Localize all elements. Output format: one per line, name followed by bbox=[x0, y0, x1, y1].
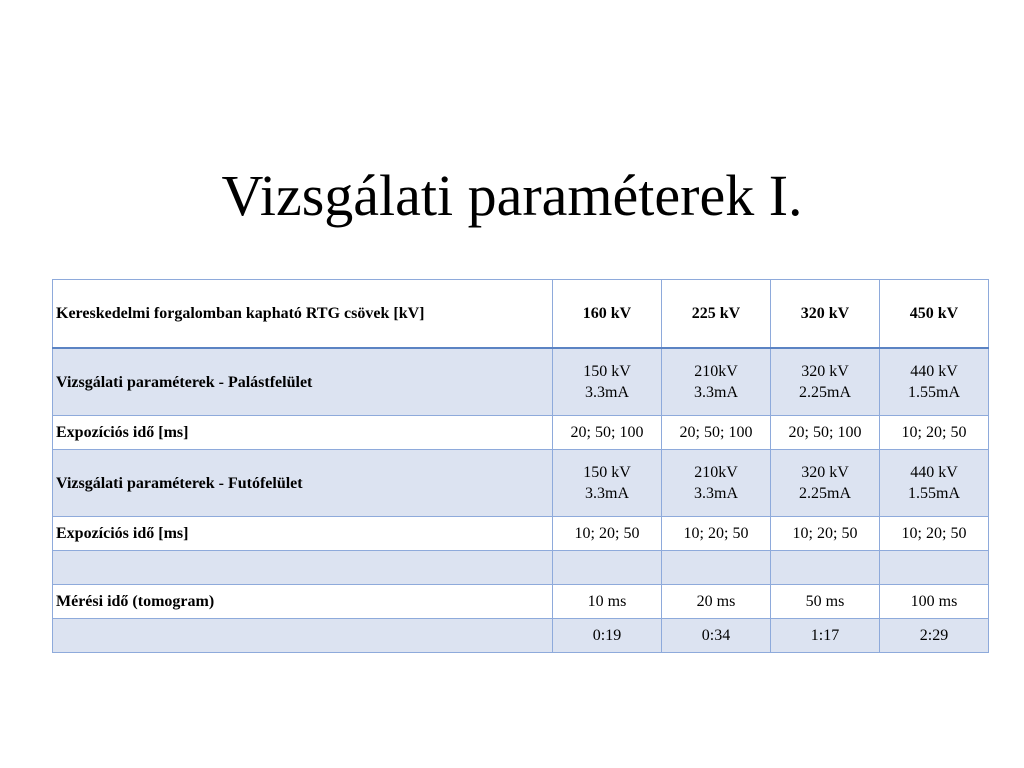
cell-current: 3.3mA bbox=[585, 384, 629, 401]
table-row-empty bbox=[53, 551, 989, 585]
cell-current: 2.25mA bbox=[799, 384, 851, 401]
cell-current: 2.25mA bbox=[799, 485, 851, 502]
header-cell: 320 kV bbox=[771, 280, 880, 349]
table-row bbox=[53, 348, 989, 416]
row-label: Expozíciós idő [ms] bbox=[53, 416, 553, 450]
header-cell: 450 kV bbox=[880, 280, 989, 349]
header-cell: 160 kV bbox=[553, 280, 662, 349]
table-cell: 100 ms bbox=[880, 585, 989, 619]
table-cell bbox=[553, 450, 662, 517]
table-cell: 20; 50; 100 bbox=[553, 416, 662, 450]
table-cell: 10; 20; 50 bbox=[771, 517, 880, 551]
table-cell: 20 ms bbox=[662, 585, 771, 619]
cell-voltage: 440 kV bbox=[910, 363, 958, 380]
row-label bbox=[53, 551, 553, 585]
table-header-row bbox=[53, 280, 989, 349]
row-label: Vizsgálati paraméterek - Futófelület bbox=[53, 450, 553, 517]
table-cell: 50 ms bbox=[771, 585, 880, 619]
table-cell: 10; 20; 50 bbox=[880, 517, 989, 551]
table-cell bbox=[771, 551, 880, 585]
table-row bbox=[53, 585, 989, 619]
table-cell: 20; 50; 100 bbox=[771, 416, 880, 450]
table-cell: 10; 20; 50 bbox=[553, 517, 662, 551]
table-cell bbox=[880, 450, 989, 517]
table-row bbox=[53, 416, 989, 450]
row-label: Mérési idő (tomogram) bbox=[53, 585, 553, 619]
parameters-table bbox=[52, 279, 989, 653]
header-label: Kereskedelmi forgalomban kapható RTG csövek [kV] bbox=[53, 280, 553, 349]
table-row bbox=[53, 619, 989, 653]
table-cell bbox=[662, 348, 771, 416]
table-cell bbox=[771, 348, 880, 416]
table-cell: 0:34 bbox=[662, 619, 771, 653]
row-label: Vizsgálati paraméterek - Palástfelület bbox=[53, 348, 553, 416]
cell-current: 3.3mA bbox=[585, 485, 629, 502]
table-cell: 0:19 bbox=[553, 619, 662, 653]
row-label bbox=[53, 619, 553, 653]
cell-voltage: 210kV bbox=[694, 363, 738, 380]
row-label: Expozíciós idő [ms] bbox=[53, 517, 553, 551]
table-row bbox=[53, 517, 989, 551]
table-cell bbox=[880, 348, 989, 416]
cell-voltage: 440 kV bbox=[910, 464, 958, 481]
table-row bbox=[53, 450, 989, 517]
cell-current: 1.55mA bbox=[908, 485, 960, 502]
cell-voltage: 320 kV bbox=[801, 363, 849, 380]
cell-current: 3.3mA bbox=[694, 485, 738, 502]
cell-voltage: 150 kV bbox=[583, 363, 631, 380]
cell-voltage: 210kV bbox=[694, 464, 738, 481]
table-cell: 2:29 bbox=[880, 619, 989, 653]
cell-voltage: 320 kV bbox=[801, 464, 849, 481]
table-cell bbox=[662, 551, 771, 585]
table-cell: 10; 20; 50 bbox=[880, 416, 989, 450]
table-cell bbox=[553, 551, 662, 585]
table-cell: 1:17 bbox=[771, 619, 880, 653]
cell-current: 3.3mA bbox=[694, 384, 738, 401]
table-cell: 10; 20; 50 bbox=[662, 517, 771, 551]
header-cell: 225 kV bbox=[662, 280, 771, 349]
table-cell: 20; 50; 100 bbox=[662, 416, 771, 450]
table-cell bbox=[553, 348, 662, 416]
table-cell bbox=[771, 450, 880, 517]
cell-current: 1.55mA bbox=[908, 384, 960, 401]
table-cell bbox=[662, 450, 771, 517]
table-cell bbox=[880, 551, 989, 585]
slide-title: Vizsgálati paraméterek I. bbox=[221, 163, 803, 228]
table-cell: 10 ms bbox=[553, 585, 662, 619]
cell-voltage: 150 kV bbox=[583, 464, 631, 481]
